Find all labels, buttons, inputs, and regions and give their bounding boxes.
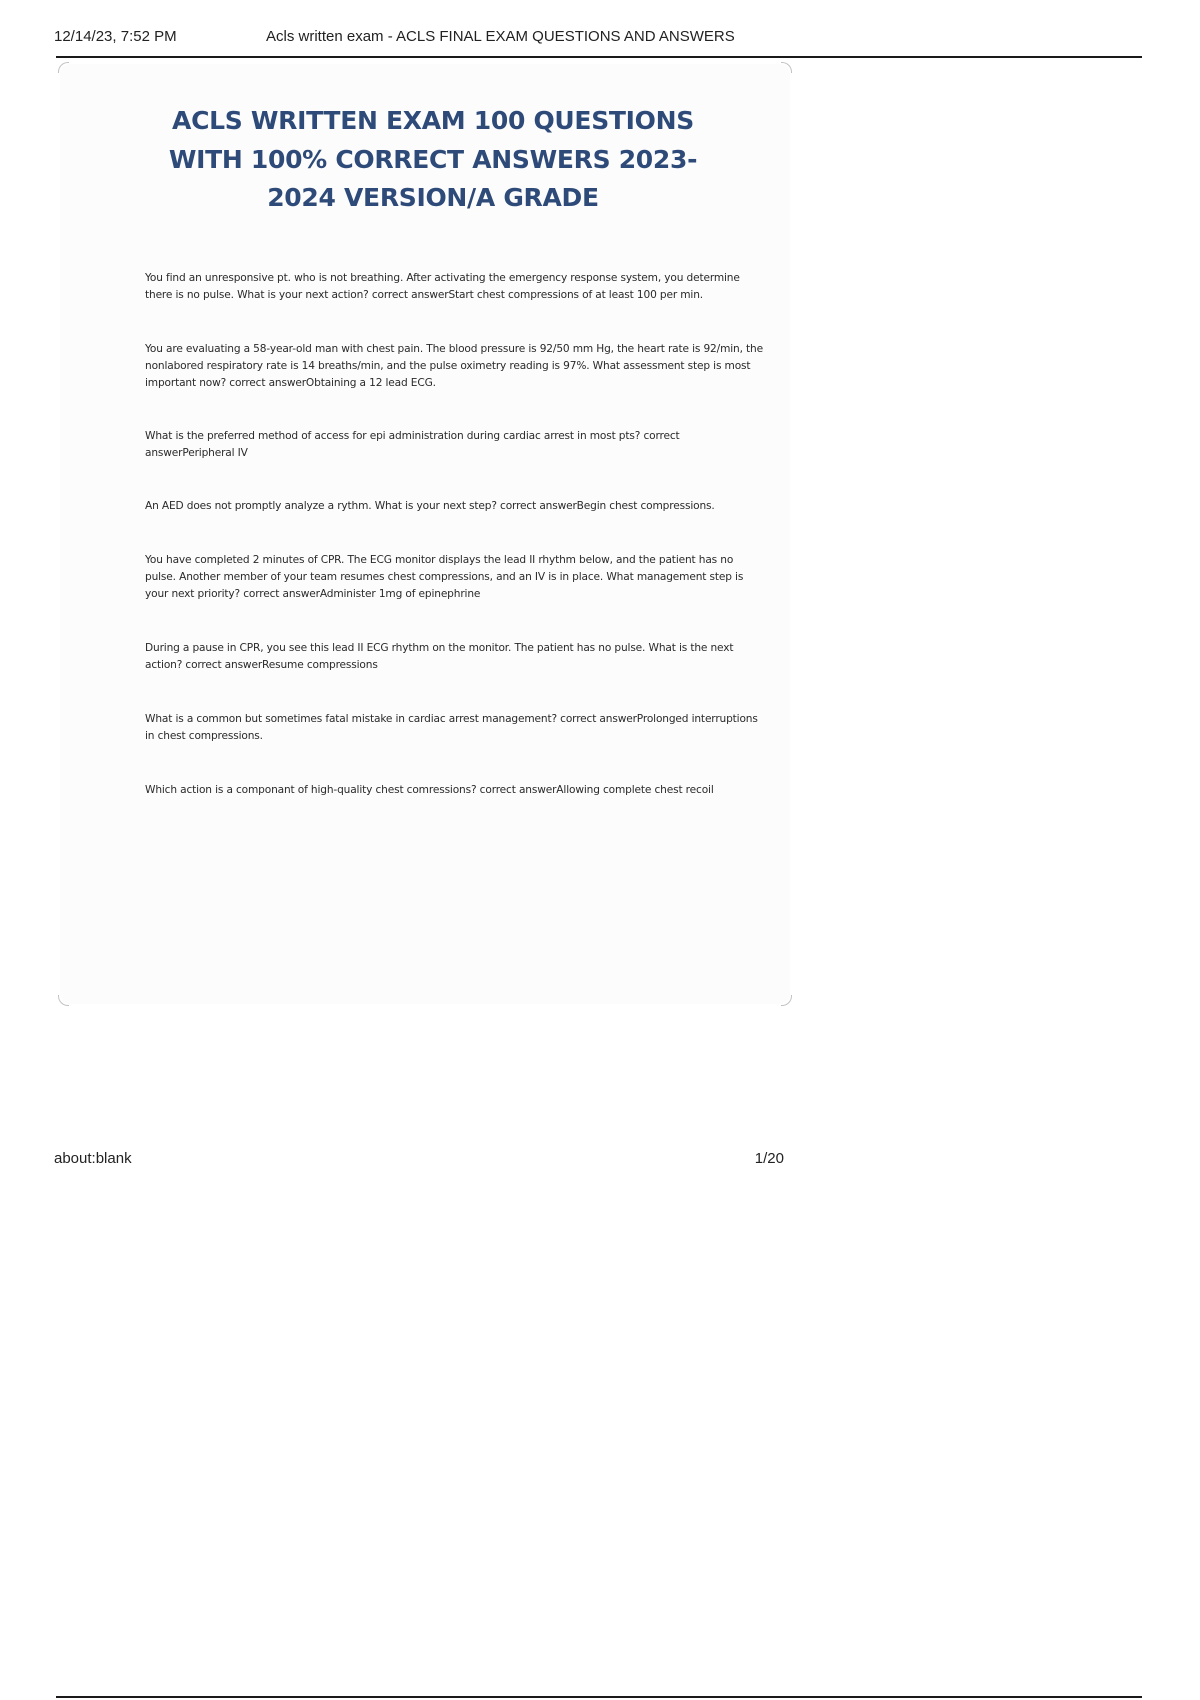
print-timestamp: 12/14/23, 7:52 PM xyxy=(54,28,177,45)
question-answer-item: What is the preferred method of access for epi administration during cardiac arrest in most pts? correct answerPeripheral IV xyxy=(145,430,680,459)
question-answer-item: An AED does not promptly analyze a rythm. What is your next step? correct answerBegin chest compressions. xyxy=(145,500,715,512)
page-corner-mark xyxy=(58,995,69,1006)
page-corner-mark xyxy=(58,62,69,73)
document-page xyxy=(60,64,790,1004)
question-answer-item: What is a common but sometimes fatal mistake in cardiac arrest management? correct answerProlonged interruptions in chest compressions. xyxy=(145,713,758,742)
print-document-title: Acls written exam - ACLS FINAL EXAM QUESTIONS AND ANSWERS xyxy=(266,28,735,45)
page-corner-mark xyxy=(781,62,792,73)
question-answer-item: During a pause in CPR, you see this lead II ECG rhythm on the monitor. The patient has no pulse. What is the next action? correct answerResume compressions xyxy=(145,642,734,671)
print-header xyxy=(54,26,1144,46)
footer-divider xyxy=(56,1696,1142,1698)
question-answer-item: Which action is a componant of high-quality chest comressions? correct answerAllowing complete chest recoil xyxy=(145,784,714,796)
header-divider xyxy=(56,56,1142,58)
page-indicator: 1/20 xyxy=(754,1150,784,1167)
question-answer-item: You find an unresponsive pt. who is not breathing. After activating the emergency response system, you determine there is no pulse. What is your next action? correct answerStart chest compressions of at least 100 per min. xyxy=(145,272,740,301)
exam-title: ACLS WRITTEN EXAM 100 QUESTIONS WITH 100% CORRECT ANSWERS 2023-2024 VERSION/A GRADE xyxy=(168,106,698,212)
page-corner-mark xyxy=(781,995,792,1006)
question-answer-item: You are evaluating a 58-year-old man with chest pain. The blood pressure is 92/50 mm Hg, the heart rate is 92/min, the nonlabored respiratory rate is 14 breaths/min, and the pulse oximetry reading is 97%. What assessment step is most important now? correct answerObtaining a 12 lead ECG. xyxy=(145,343,763,389)
question-answer-item: You have completed 2 minutes of CPR. The ECG monitor displays the lead II rhythm below, and the patient has no pulse. Another member of your team resumes chest compressions, and an IV is in place. What management step is your next priority? correct answerAdminister 1mg of epinephrine xyxy=(145,554,744,600)
print-url: about:blank xyxy=(54,1150,132,1167)
question-list xyxy=(145,270,765,799)
print-footer xyxy=(54,1150,784,1170)
